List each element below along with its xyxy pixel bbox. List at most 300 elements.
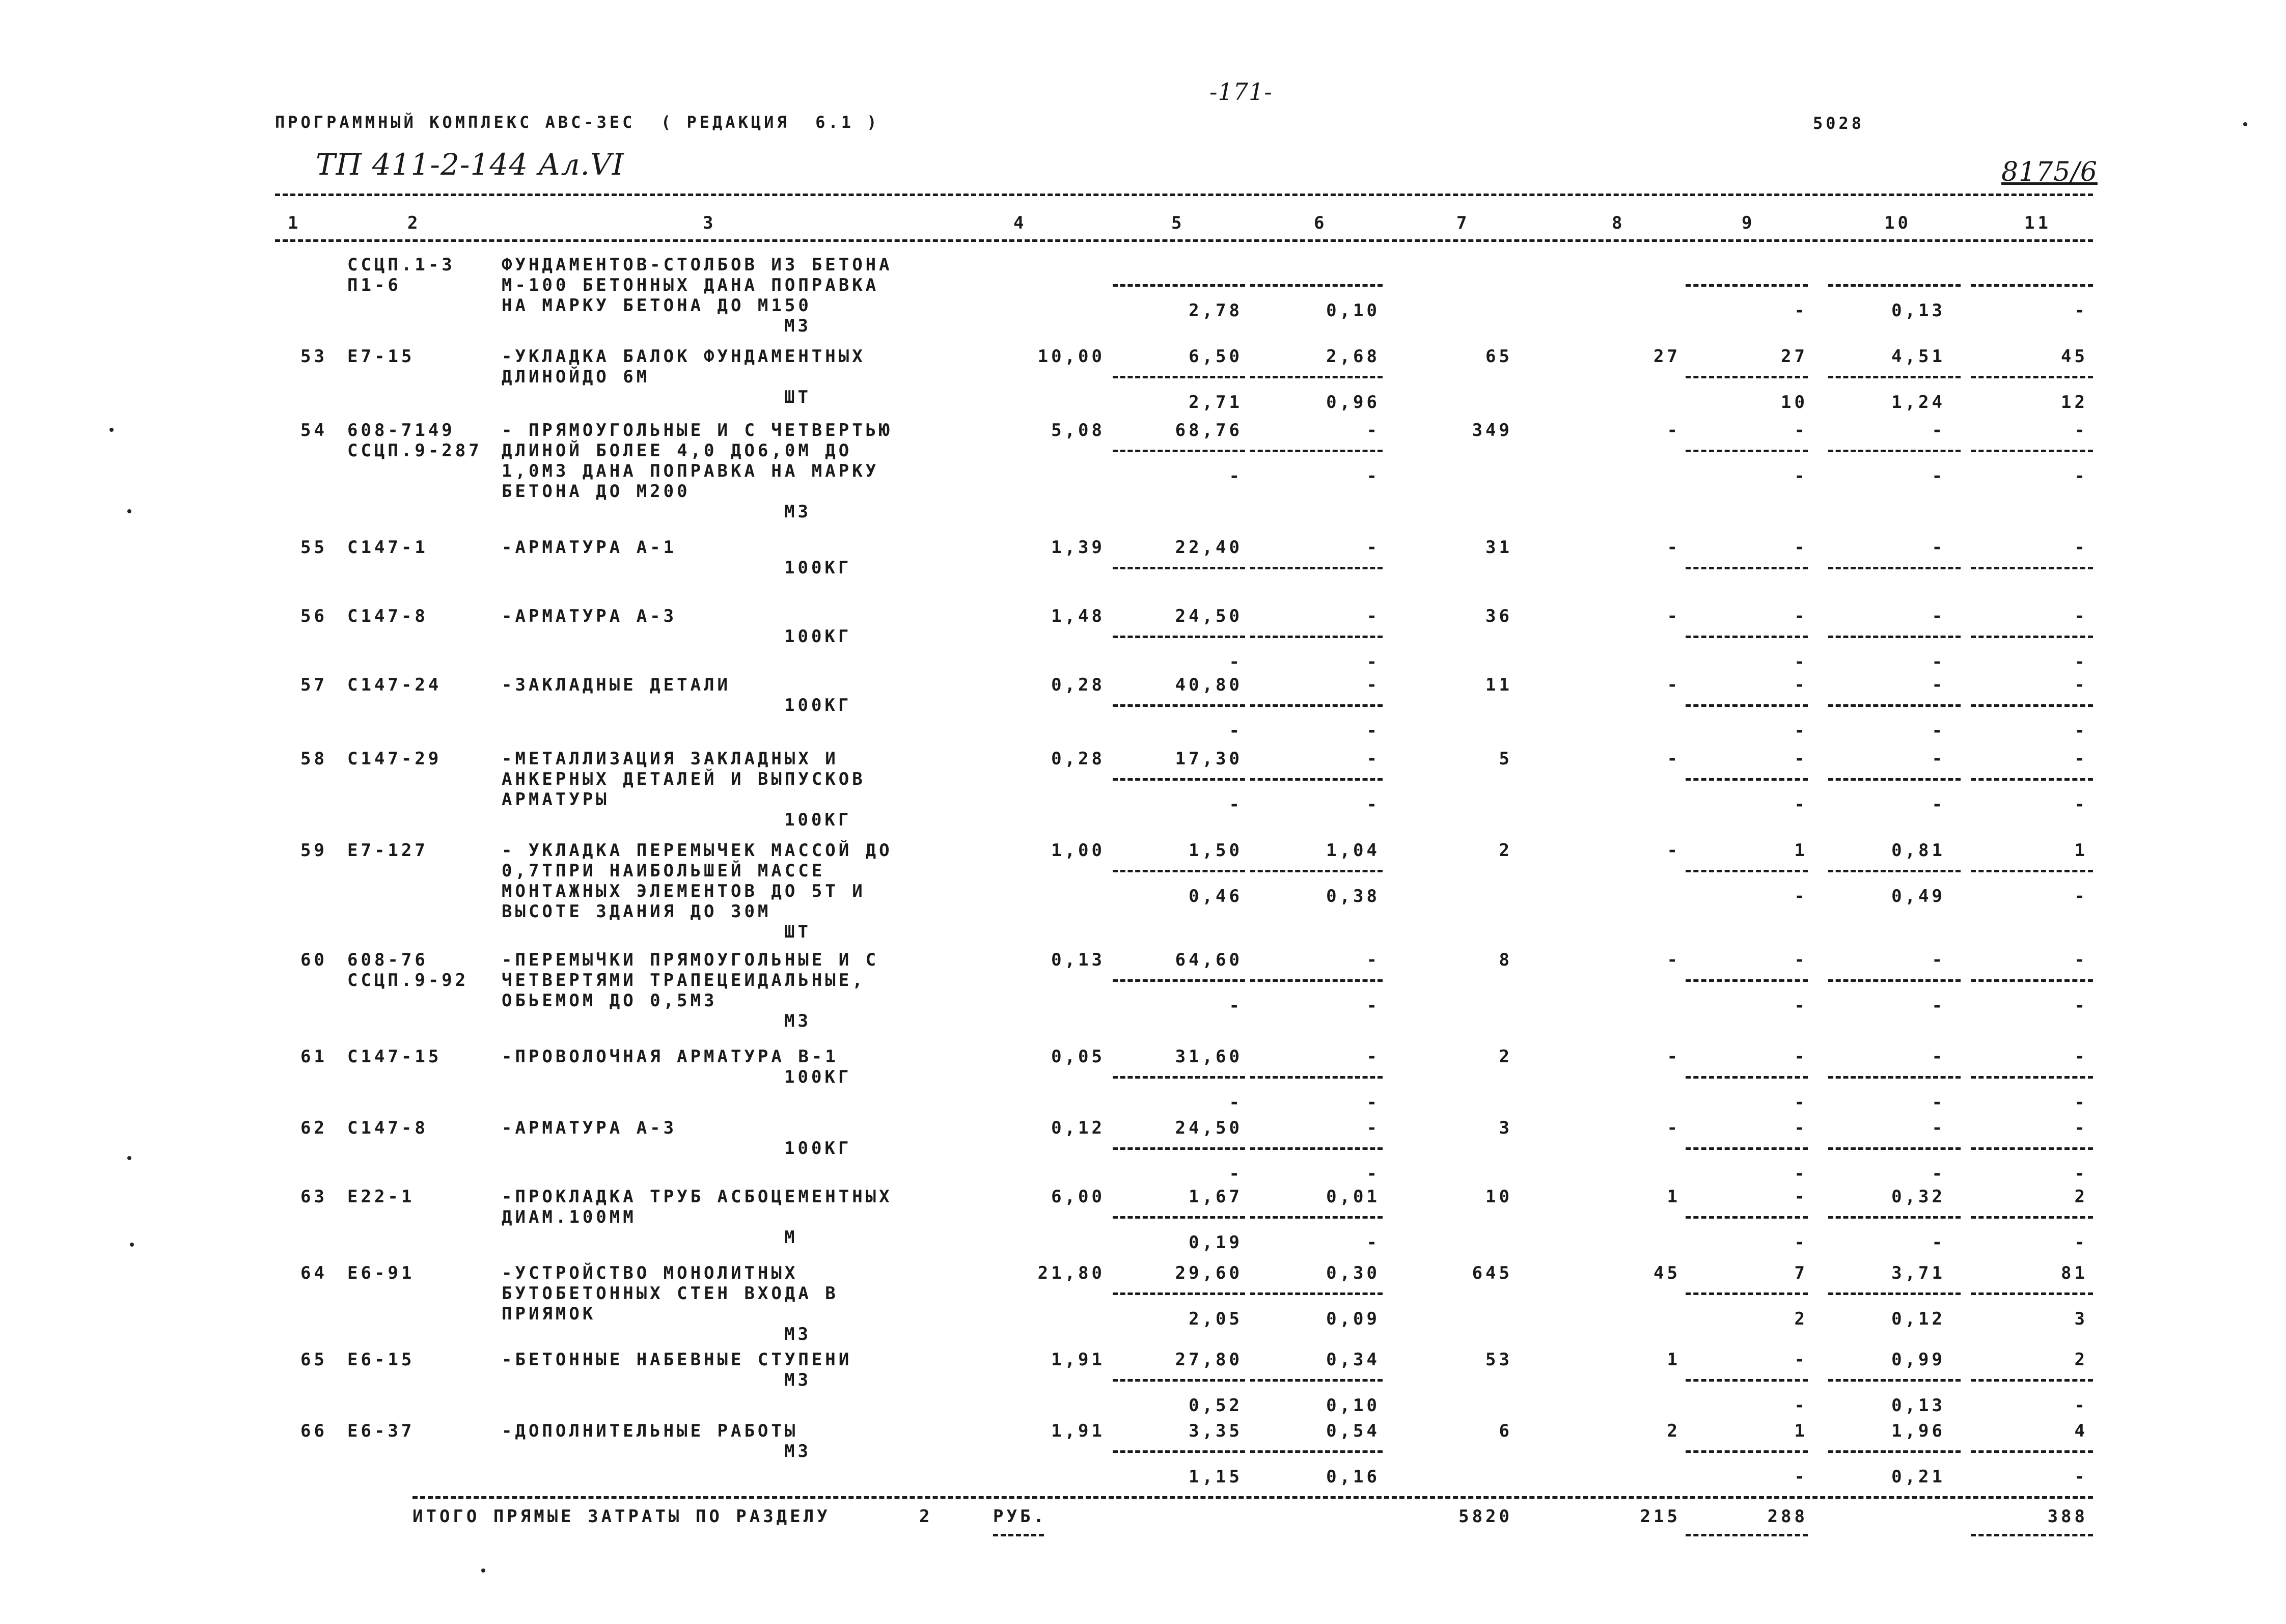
cell-c11-second: -	[2074, 886, 2088, 906]
cell-c6-second: 0,10	[1326, 300, 1380, 321]
row-number: 63	[300, 1187, 327, 1207]
handwritten-project-number: ТП 411-2-144 Ал.VI	[316, 147, 624, 182]
cell-c8: 1	[1667, 1350, 1681, 1370]
cell-c10-second: -	[1932, 996, 1945, 1016]
separator-col9	[1686, 870, 1808, 872]
cell-c7: 349	[1472, 420, 1512, 441]
row-description-line: ОБЬЕМОМ ДО 0,5М3	[502, 990, 718, 1011]
cell-c6-second: 0,16	[1326, 1467, 1380, 1487]
cell-c11: 1	[2074, 840, 2088, 861]
separator-col6	[1250, 284, 1383, 287]
separator-col11	[1971, 450, 2093, 452]
cell-c10-second: 0,13	[1891, 300, 1945, 321]
cell-c6: 1,04	[1326, 840, 1380, 861]
cell-c10: 4,51	[1891, 346, 1945, 367]
cell-c7: 2	[1499, 840, 1512, 861]
separator-col9	[1686, 778, 1808, 781]
rule-top	[275, 194, 2093, 196]
cell-c11: -	[2074, 675, 2088, 695]
separator-col10	[1828, 284, 1961, 287]
row-description-line: - ПРЯМОУГОЛЬНЫЕ И С ЧЕТВЕРТЬЮ	[502, 420, 893, 441]
column-header-5: 5	[1171, 213, 1185, 233]
row-number: 64	[300, 1263, 327, 1283]
cell-c8: -	[1667, 420, 1681, 441]
separator-col5	[1113, 376, 1245, 378]
cell-c4: 21,80	[1037, 1263, 1105, 1283]
cell-c6-second: -	[1366, 1092, 1380, 1113]
cell-c4: 1,48	[1051, 606, 1105, 626]
row-code: С147-15	[347, 1047, 442, 1067]
row-description-line: 0,7ТПРИ НАИБОЛЬШЕЙ МАССЕ	[502, 861, 825, 881]
separator-col6	[1250, 1292, 1383, 1295]
separator-col10	[1828, 1216, 1961, 1219]
separator-col5	[1113, 636, 1245, 638]
separator-col5	[1113, 979, 1245, 982]
separator-col11	[1971, 376, 2093, 378]
separator-col5	[1113, 778, 1245, 781]
separator-col9	[1686, 284, 1808, 287]
cell-c6-second: -	[1366, 996, 1380, 1016]
cell-c5: 27,80	[1175, 1350, 1243, 1370]
total-label: ИТОГО ПРЯМЫЕ ЗАТРАТЫ ПО РАЗДЕЛУ	[412, 1506, 831, 1527]
separator-col11	[1971, 1450, 2093, 1453]
separator-col9	[1686, 636, 1808, 638]
total-col7: 5820	[1458, 1506, 1512, 1527]
separator-col11	[1971, 704, 2093, 707]
column-header-1: 1	[288, 213, 301, 233]
cell-c6-second: -	[1366, 794, 1380, 815]
row-unit: М3	[784, 1441, 811, 1462]
cell-c10-second: 0,21	[1891, 1467, 1945, 1487]
row-code: Е6-15	[347, 1350, 415, 1370]
cell-c10-second: -	[1932, 1092, 1945, 1113]
cell-c8: -	[1667, 950, 1681, 970]
cell-c9: -	[1794, 420, 1808, 441]
cell-c8: -	[1667, 606, 1681, 626]
cell-c6-second: 0,96	[1326, 392, 1380, 412]
cell-c6: -	[1366, 1118, 1380, 1138]
separator-col5	[1113, 1292, 1245, 1295]
separator-col9	[1686, 1292, 1808, 1295]
cell-c7: 6	[1499, 1421, 1512, 1441]
cell-c10: 0,32	[1891, 1187, 1945, 1207]
separator-col9	[1686, 376, 1808, 378]
row-description-line: 1,0М3 ДАНА ПОПРАВКА НА МАРКУ	[502, 461, 879, 481]
cell-c5: 31,60	[1175, 1047, 1243, 1067]
row-code: Е7-127	[347, 840, 428, 861]
row-number: 66	[300, 1421, 327, 1441]
row-unit: 100КГ	[784, 558, 852, 578]
scan-speck	[127, 509, 131, 513]
column-header-11: 11	[2024, 213, 2051, 233]
cell-c5: 40,80	[1175, 675, 1243, 695]
row-number: 56	[300, 606, 327, 626]
cell-c6-second: 0,09	[1326, 1309, 1380, 1329]
cell-c11: -	[2074, 420, 2088, 441]
cell-c6: 0,01	[1326, 1187, 1380, 1207]
cell-c10-second: -	[1932, 1164, 1945, 1184]
cell-c11-second: -	[2074, 1467, 2088, 1487]
row-code: С147-24	[347, 675, 442, 695]
separator-col10	[1828, 1292, 1961, 1295]
row-description-line: ДЛИНОЙ БОЛЕЕ 4,0 ДО6,0М ДО	[502, 441, 852, 461]
cell-c5: 24,50	[1175, 1118, 1243, 1138]
cell-c11: 4	[2074, 1421, 2088, 1441]
cell-c5: 1,67	[1189, 1187, 1243, 1207]
column-header-3: 3	[703, 213, 717, 233]
cell-c5-second: 1,15	[1189, 1467, 1243, 1487]
cell-c9: 7	[1794, 1263, 1808, 1283]
cell-c10: -	[1932, 1047, 1945, 1067]
cell-c9: -	[1794, 1118, 1808, 1138]
cell-c11-second: -	[2074, 466, 2088, 486]
cell-c9-second: 2	[1794, 1309, 1808, 1329]
cell-c10-second: 0,49	[1891, 886, 1945, 906]
cell-c5: 3,35	[1189, 1421, 1243, 1441]
separator-col10	[1828, 1147, 1961, 1150]
cell-c5: 29,60	[1175, 1263, 1243, 1283]
cell-c5-second: 0,52	[1189, 1395, 1243, 1416]
separator-col5	[1113, 1450, 1245, 1453]
row-number: 61	[300, 1047, 327, 1067]
cell-c11: -	[2074, 749, 2088, 769]
cell-c4: 1,91	[1051, 1421, 1105, 1441]
row-unit: 100КГ	[784, 1138, 852, 1159]
row-description-line: НА МАРКУ БЕТОНА ДО М150	[502, 295, 812, 316]
separator-col9	[1686, 1147, 1808, 1150]
cell-c11-second: -	[2074, 1395, 2088, 1416]
cell-c8: -	[1667, 1047, 1681, 1067]
cell-c5-second: 2,78	[1189, 300, 1243, 321]
cell-c9: -	[1794, 749, 1808, 769]
cell-c4: 0,05	[1051, 1047, 1105, 1067]
separator-col9	[1686, 1216, 1808, 1219]
cell-c7: 3	[1499, 1118, 1512, 1138]
cell-c11-second: -	[2074, 996, 2088, 1016]
row-description-line: ДЛИНОЙДО 6М	[502, 367, 650, 387]
cell-c8: -	[1667, 675, 1681, 695]
row-code: С147-8	[347, 606, 428, 626]
rule-total-col9	[1686, 1534, 1808, 1536]
handwritten-sheet-number: 8175/6	[2001, 157, 2098, 187]
rule-total-col11	[1971, 1534, 2093, 1536]
cell-c6: 0,34	[1326, 1350, 1380, 1370]
row-unit: 100КГ	[784, 1067, 852, 1087]
cell-c10-second: 0,13	[1891, 1395, 1945, 1416]
row-number: 57	[300, 675, 327, 695]
row-unit: 100КГ	[784, 810, 852, 830]
scan-speck	[481, 1568, 485, 1573]
row-description-line: ЧЕТВЕРТЯМИ ТРАПЕЦЕИДАЛЬНЫЕ,	[502, 970, 866, 990]
row-description-line: ВЫСОТЕ ЗДАНИЯ ДО 30М	[502, 901, 772, 922]
cell-c5: 1,50	[1189, 840, 1243, 861]
row-code: Е7-15	[347, 346, 415, 367]
cell-c6: -	[1366, 749, 1380, 769]
row-number: 60	[300, 950, 327, 970]
cell-c9-second: -	[1794, 300, 1808, 321]
cell-c5: 17,30	[1175, 749, 1243, 769]
cell-c6-second: 0,38	[1326, 886, 1380, 906]
cell-c11-second: -	[2074, 1164, 2088, 1184]
cell-c9-second: -	[1794, 996, 1808, 1016]
cell-c6: -	[1366, 420, 1380, 441]
cell-c10-second: 1,24	[1891, 392, 1945, 412]
row-code: 608-7149	[347, 420, 455, 441]
cell-c10: -	[1932, 420, 1945, 441]
cell-c6: -	[1366, 950, 1380, 970]
row-description-line: ПРИЯМОК	[502, 1304, 596, 1324]
column-header-10: 10	[1884, 213, 1911, 233]
cell-c7: 53	[1485, 1350, 1512, 1370]
row-code-secondary: ССЦП.9-287	[347, 441, 482, 461]
cell-c8: -	[1667, 537, 1681, 558]
cell-c11: 2	[2074, 1350, 2088, 1370]
separator-col9	[1686, 1450, 1808, 1453]
row-number: 55	[300, 537, 327, 558]
cell-c11-second: -	[2074, 721, 2088, 741]
cell-c4: 0,28	[1051, 749, 1105, 769]
row-code: С147-1	[347, 537, 428, 558]
separator-col6	[1250, 1379, 1383, 1382]
cell-c11-second: -	[2074, 1092, 2088, 1113]
cell-c8: -	[1667, 749, 1681, 769]
separator-col6	[1250, 1216, 1383, 1219]
cell-c5-second: 2,71	[1189, 392, 1243, 412]
row-description-line: ФУНДАМЕНТОВ-СТОЛБОВ ИЗ БЕТОНА	[502, 255, 893, 275]
cell-c7: 10	[1485, 1187, 1512, 1207]
cell-c10: -	[1932, 675, 1945, 695]
separator-col11	[1971, 870, 2093, 872]
cell-c11: -	[2074, 1118, 2088, 1138]
cell-c10: 0,81	[1891, 840, 1945, 861]
cell-c8: -	[1667, 840, 1681, 861]
row-description-line: -АРМАТУРА А-3	[502, 606, 677, 626]
cell-c11: 81	[2061, 1263, 2088, 1283]
row-code: С147-8	[347, 1118, 428, 1138]
separator-col9	[1686, 450, 1808, 452]
row-description-line: -УКЛАДКА БАЛОК ФУНДАМЕНТНЫХ	[502, 346, 866, 367]
cell-c6: 0,54	[1326, 1421, 1380, 1441]
row-code: Е22-1	[347, 1187, 415, 1207]
separator-col9	[1686, 979, 1808, 982]
separator-col5	[1113, 450, 1245, 452]
row-description-line: БУТОБЕТОННЫХ СТЕН ВХОДА В	[502, 1283, 839, 1304]
separator-col6	[1250, 704, 1383, 707]
separator-col10	[1828, 1450, 1961, 1453]
cell-c6-second: -	[1366, 1164, 1380, 1184]
separator-col10	[1828, 450, 1961, 452]
separator-col11	[1971, 979, 2093, 982]
row-description-line: -ПРОВОЛОЧНАЯ АРМАТУРА В-1	[502, 1047, 839, 1067]
separator-col5	[1113, 1076, 1245, 1079]
cell-c5: 64,60	[1175, 950, 1243, 970]
separator-col5	[1113, 1216, 1245, 1219]
cell-c6: -	[1366, 1047, 1380, 1067]
row-unit: М3	[784, 502, 811, 522]
cell-c4: 1,39	[1051, 537, 1105, 558]
rule-total	[412, 1496, 2093, 1499]
separator-col5	[1113, 567, 1245, 569]
row-description-line: АНКЕРНЫХ ДЕТАЛЕЙ И ВЫПУСКОВ	[502, 769, 866, 789]
row-number: 59	[300, 840, 327, 861]
cell-c9: -	[1794, 1047, 1808, 1067]
row-code: 608-76	[347, 950, 428, 970]
cell-c9: -	[1794, 950, 1808, 970]
total-col11: 388	[2047, 1506, 2088, 1527]
cell-c10: -	[1932, 606, 1945, 626]
cell-c5-second: 0,46	[1189, 886, 1243, 906]
cell-c6: 2,68	[1326, 346, 1380, 367]
row-number: 58	[300, 749, 327, 769]
cell-c9-second: -	[1794, 466, 1808, 486]
column-header-7: 7	[1456, 213, 1470, 233]
separator-col10	[1828, 1379, 1961, 1382]
row-description-line: -ДОПОЛНИТЕЛЬНЫЕ РАБОТЫ	[502, 1421, 798, 1441]
cell-c9: 1	[1794, 840, 1808, 861]
program-title: ПРОГРАММНЫЙ КОМПЛЕКС АВС-3ЕС ( РЕДАКЦИЯ 6.1 )	[275, 113, 880, 132]
row-description-line: -ЗАКЛАДНЫЕ ДЕТАЛИ	[502, 675, 731, 695]
cell-c10: -	[1932, 950, 1945, 970]
cell-c5-second: -	[1229, 1092, 1243, 1113]
cell-c7: 8	[1499, 950, 1512, 970]
total-section: 2	[919, 1506, 933, 1527]
cell-c6-second: -	[1366, 652, 1380, 672]
row-unit: М3	[784, 1370, 811, 1390]
cell-c10-second: -	[1932, 466, 1945, 486]
cell-c4: 5,08	[1051, 420, 1105, 441]
separator-col11	[1971, 1292, 2093, 1295]
row-unit: М3	[784, 1324, 811, 1344]
cell-c5-second: -	[1229, 1164, 1243, 1184]
cell-c9-second: -	[1794, 794, 1808, 815]
cell-c11-second: -	[2074, 794, 2088, 815]
cell-c11: -	[2074, 606, 2088, 626]
cell-c11: 2	[2074, 1187, 2088, 1207]
row-code-secondary: ССЦП.9-92	[347, 970, 469, 990]
cell-c10-second: -	[1932, 1232, 1945, 1253]
separator-col10	[1828, 376, 1961, 378]
column-header-6: 6	[1314, 213, 1328, 233]
cell-c6: 0,30	[1326, 1263, 1380, 1283]
cell-c8: 45	[1654, 1263, 1681, 1283]
separator-col11	[1971, 567, 2093, 569]
cell-c8: 27	[1654, 346, 1681, 367]
cell-c11-second: -	[2074, 652, 2088, 672]
cell-c7: 11	[1485, 675, 1512, 695]
cell-c5-second: -	[1229, 996, 1243, 1016]
separator-col11	[1971, 1076, 2093, 1079]
separator-col6	[1250, 870, 1383, 872]
row-number: 65	[300, 1350, 327, 1370]
separator-col11	[1971, 284, 2093, 287]
row-description-line: - УКЛАДКА ПЕРЕМЫЧЕК МАССОЙ ДО	[502, 840, 893, 861]
separator-col6	[1250, 450, 1383, 452]
cell-c10-second: 0,12	[1891, 1309, 1945, 1329]
separator-col5	[1113, 704, 1245, 707]
cell-c7: 31	[1485, 537, 1512, 558]
cell-c9-second: -	[1794, 1164, 1808, 1184]
cell-c9-second: -	[1794, 1232, 1808, 1253]
cell-c6-second: -	[1366, 1232, 1380, 1253]
separator-col11	[1971, 1379, 2093, 1382]
row-description-line: -ПРОКЛАДКА ТРУБ АСБОЦЕМЕНТНЫХ	[502, 1187, 893, 1207]
separator-col11	[1971, 636, 2093, 638]
cell-c6-second: -	[1366, 466, 1380, 486]
cell-c7: 5	[1499, 749, 1512, 769]
row-unit: 100КГ	[784, 695, 852, 715]
row-number: 53	[300, 346, 327, 367]
page-number: -171-	[1209, 78, 1273, 105]
cell-c11-second: -	[2074, 1232, 2088, 1253]
column-header-8: 8	[1612, 213, 1626, 233]
total-col8: 215	[1640, 1506, 1681, 1527]
total-col9: 288	[1767, 1506, 1808, 1527]
separator-col6	[1250, 1450, 1383, 1453]
cell-c7: 2	[1499, 1047, 1512, 1067]
cell-c6: -	[1366, 537, 1380, 558]
cell-c10: -	[1932, 749, 1945, 769]
rule-under-header	[275, 239, 2093, 242]
cell-c9: -	[1794, 1350, 1808, 1370]
row-unit: ШТ	[784, 387, 811, 407]
cell-c4: 0,28	[1051, 675, 1105, 695]
cell-c10: 1,96	[1891, 1421, 1945, 1441]
cell-c4: 0,12	[1051, 1118, 1105, 1138]
cell-c5: 68,76	[1175, 420, 1243, 441]
cell-c8: -	[1667, 1118, 1681, 1138]
separator-col11	[1971, 1147, 2093, 1150]
cell-c5: 24,50	[1175, 606, 1243, 626]
row-number: 54	[300, 420, 327, 441]
cell-c5: 6,50	[1189, 346, 1243, 367]
cell-c9-second: -	[1794, 1395, 1808, 1416]
cell-c7: 65	[1485, 346, 1512, 367]
cell-c5-second: 2,05	[1189, 1309, 1243, 1329]
row-number: 62	[300, 1118, 327, 1138]
cell-c10: 3,71	[1891, 1263, 1945, 1283]
separator-col6	[1250, 778, 1383, 781]
row-description-line: ДИАМ.100ММ	[502, 1207, 637, 1227]
cell-c10: -	[1932, 537, 1945, 558]
scan-speck	[130, 1243, 134, 1247]
cell-c10: 0,99	[1891, 1350, 1945, 1370]
cell-c6-second: 0,10	[1326, 1395, 1380, 1416]
cell-c9: -	[1794, 606, 1808, 626]
cell-c5-second: -	[1229, 721, 1243, 741]
total-currency: РУБ.	[993, 1506, 1047, 1527]
cell-c4: 0,13	[1051, 950, 1105, 970]
cell-c4: 6,00	[1051, 1187, 1105, 1207]
separator-col10	[1828, 1076, 1961, 1079]
row-code: ССЦП.1-3	[347, 255, 455, 275]
cell-c5-second: -	[1229, 652, 1243, 672]
column-header-2: 2	[407, 213, 421, 233]
row-code: С147-29	[347, 749, 442, 769]
cell-c9-second: -	[1794, 886, 1808, 906]
column-header-4: 4	[1013, 213, 1027, 233]
cell-c8: 2	[1667, 1421, 1681, 1441]
separator-col5	[1113, 870, 1245, 872]
row-code: Е6-37	[347, 1421, 415, 1441]
row-description-line: -АРМАТУРА А-1	[502, 537, 677, 558]
row-code-secondary: П1-6	[347, 275, 401, 295]
cell-c9: -	[1794, 675, 1808, 695]
cell-c7: 36	[1485, 606, 1512, 626]
row-description-line: -МЕТАЛЛИЗАЦИЯ ЗАКЛАДНЫХ И	[502, 749, 839, 769]
cell-c11-second: -	[2074, 300, 2088, 321]
separator-col6	[1250, 979, 1383, 982]
row-description-line: -УСТРОЙСТВО МОНОЛИТНЫХ	[502, 1263, 798, 1283]
